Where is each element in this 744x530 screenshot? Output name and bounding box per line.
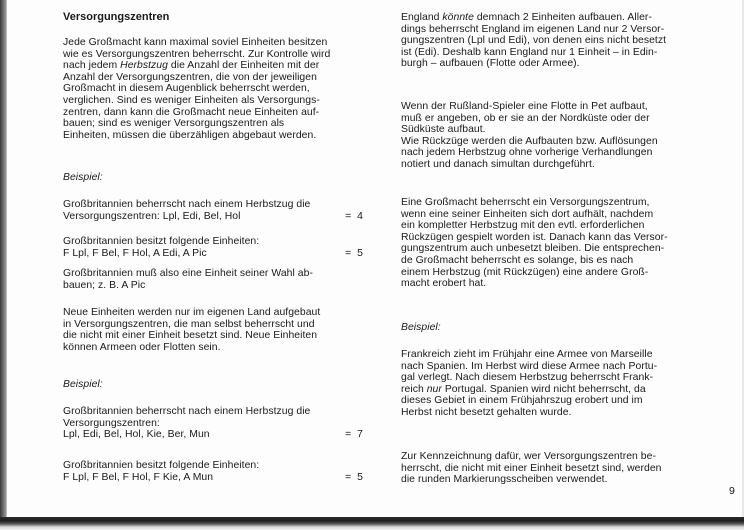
text-run: Jede Großmacht kann maximal soviel Einheiten besitzen wie es Versorgungszentren beherrscht. Zur Kontrolle wird nach jedem (63, 37, 331, 72)
example-label-3: Beispiel: (401, 322, 441, 333)
example-1-units (63, 236, 365, 259)
example-line: F Lpl, F Bel, F Hol, F Kie, A Mun (63, 471, 214, 483)
text-run: demnach 2 Einheiten aufbauen. Aller- dings beherrscht England im eigenen Land nur 2 Versor- gungszentren (Lpl und Edi), von denen eins nicht besetzt ist (Edi). Deshalb kann England nur 1 Einheit – in Edin- burgh – aufbauen (Flotte oder Armee). (401, 12, 667, 70)
paragraph-markers: Zur Kennzeichnung dafür, wer Versorgungszentren be- herrscht, die nicht mit einer Einheit besetzt sind, werden die runden Markierungsscheiben verwendet. (401, 451, 662, 486)
count-value: = 5 (345, 471, 363, 483)
paragraph-russia-fleet: Wenn der Rußland-Spieler eine Flotte in Pet aufbaut, muß er angeben, ob er sie an der Nordküste oder der Südküste aufbaut. Wie Rückzüge werden die Aufbauten bzw. Auflösungen nach jedem Herbstzug ohne vorherige Verhandlungen notiert und danach simultan durchgeführt. (401, 101, 658, 170)
count-value: = 5 (345, 247, 363, 259)
text-run: England (401, 12, 443, 23)
book-binding-edge (0, 0, 7, 530)
example-1-supply-centers (63, 199, 365, 222)
emphasis-nur: nur (426, 383, 442, 395)
count-value: = 7 (345, 429, 363, 441)
emphasis-koennte: könnte (442, 12, 474, 23)
emphasis-herbstzug: Herbstzug (120, 60, 168, 72)
example-1-conclusion: Großbritannien muß also eine Einheit seiner Wahl ab- bauen; z. B. A Pic (63, 268, 313, 291)
page-bottom-edge (0, 517, 744, 530)
example-line: Großbritannien besitzt folgende Einheiten: (63, 236, 260, 247)
paragraph-england-build (401, 12, 723, 70)
example-line: Lpl, Edi, Bel, Hol, Kie, Ber, Mun (63, 429, 210, 441)
count-value: = 4 (345, 210, 363, 222)
example-2-supply-centers (63, 406, 365, 441)
paragraph-new-units: Neue Einheiten werden nur im eigenen Land aufgebaut in Versorgungszentren, die man selbst beherrscht und die nicht mit einer Einheit besetzt sind. Neue Einheiten können Armeen oder Flotten sein. (63, 307, 321, 353)
text-run: Portugal. Spanien wird nicht beherrscht, da dieses Gebiet in einem Frühjahrszug erobert und im Herbst nicht besetzt gehalten wurde. (401, 383, 646, 418)
example-line: Großbritannien beherrscht nach einem Herbstzug die (63, 199, 311, 210)
section-heading: Versorgungszentren (63, 11, 170, 23)
example-line: Versorgungszentren: (63, 417, 160, 429)
example-2-units (63, 460, 365, 483)
text-run: die Anzahl der Einheiten mit der Anzahl der Versorgungszentren, die von der jeweiligen Großmacht in diesem Augenblick beherrscht werden, verglichen. Sind es weniger Einheiten als Versorgungs- zentren, dann kann die Großmacht neue Einheiten auf- bauen; sind es weniger Versorgungszentren als Einheiten, müssen die überzähligen abgebaut werden. (63, 60, 320, 141)
paragraph-france-example (401, 349, 723, 419)
paragraph-control-rule: Eine Großmacht beherrscht ein Versorgungszentrum, wenn eine seiner Einheiten sich dort aufhält, nachdem ein kompletter Herbstzug mit den evtl. erforderlichen Rückzügen gespielt worden ist. Danach kann das Versor- gungszentrum auch unbesetzt bleiben. Die entsprechen- de Großmacht beherrscht es solange, bis es nach einem Herbstzug (mit Rückzügen) eine andere Groß- macht erobert hat. (401, 197, 668, 290)
example-line: Versorgungszentren: Lpl, Edi, Bel, Hol (63, 210, 241, 222)
paragraph-supply-rule (63, 37, 365, 141)
page-number: 9 (729, 485, 735, 497)
example-label-2: Beispiel: (63, 379, 103, 390)
example-label-1: Beispiel: (63, 172, 103, 183)
example-line: F Lpl, F Bel, F Hol, A Edi, A Pic (63, 247, 207, 259)
example-line: Großbritannien beherrscht nach einem Herbstzug die (63, 406, 311, 417)
example-line: Großbritannien besitzt folgende Einheiten: (63, 460, 260, 471)
text-run: Frankreich zieht im Frühjahr eine Armee von Marseille nach Spanien. Im Herbst wird diese Armee nach Portu- gal verlegt. Nach diesem Herbstzug beherrscht Frank- reich (401, 349, 658, 395)
